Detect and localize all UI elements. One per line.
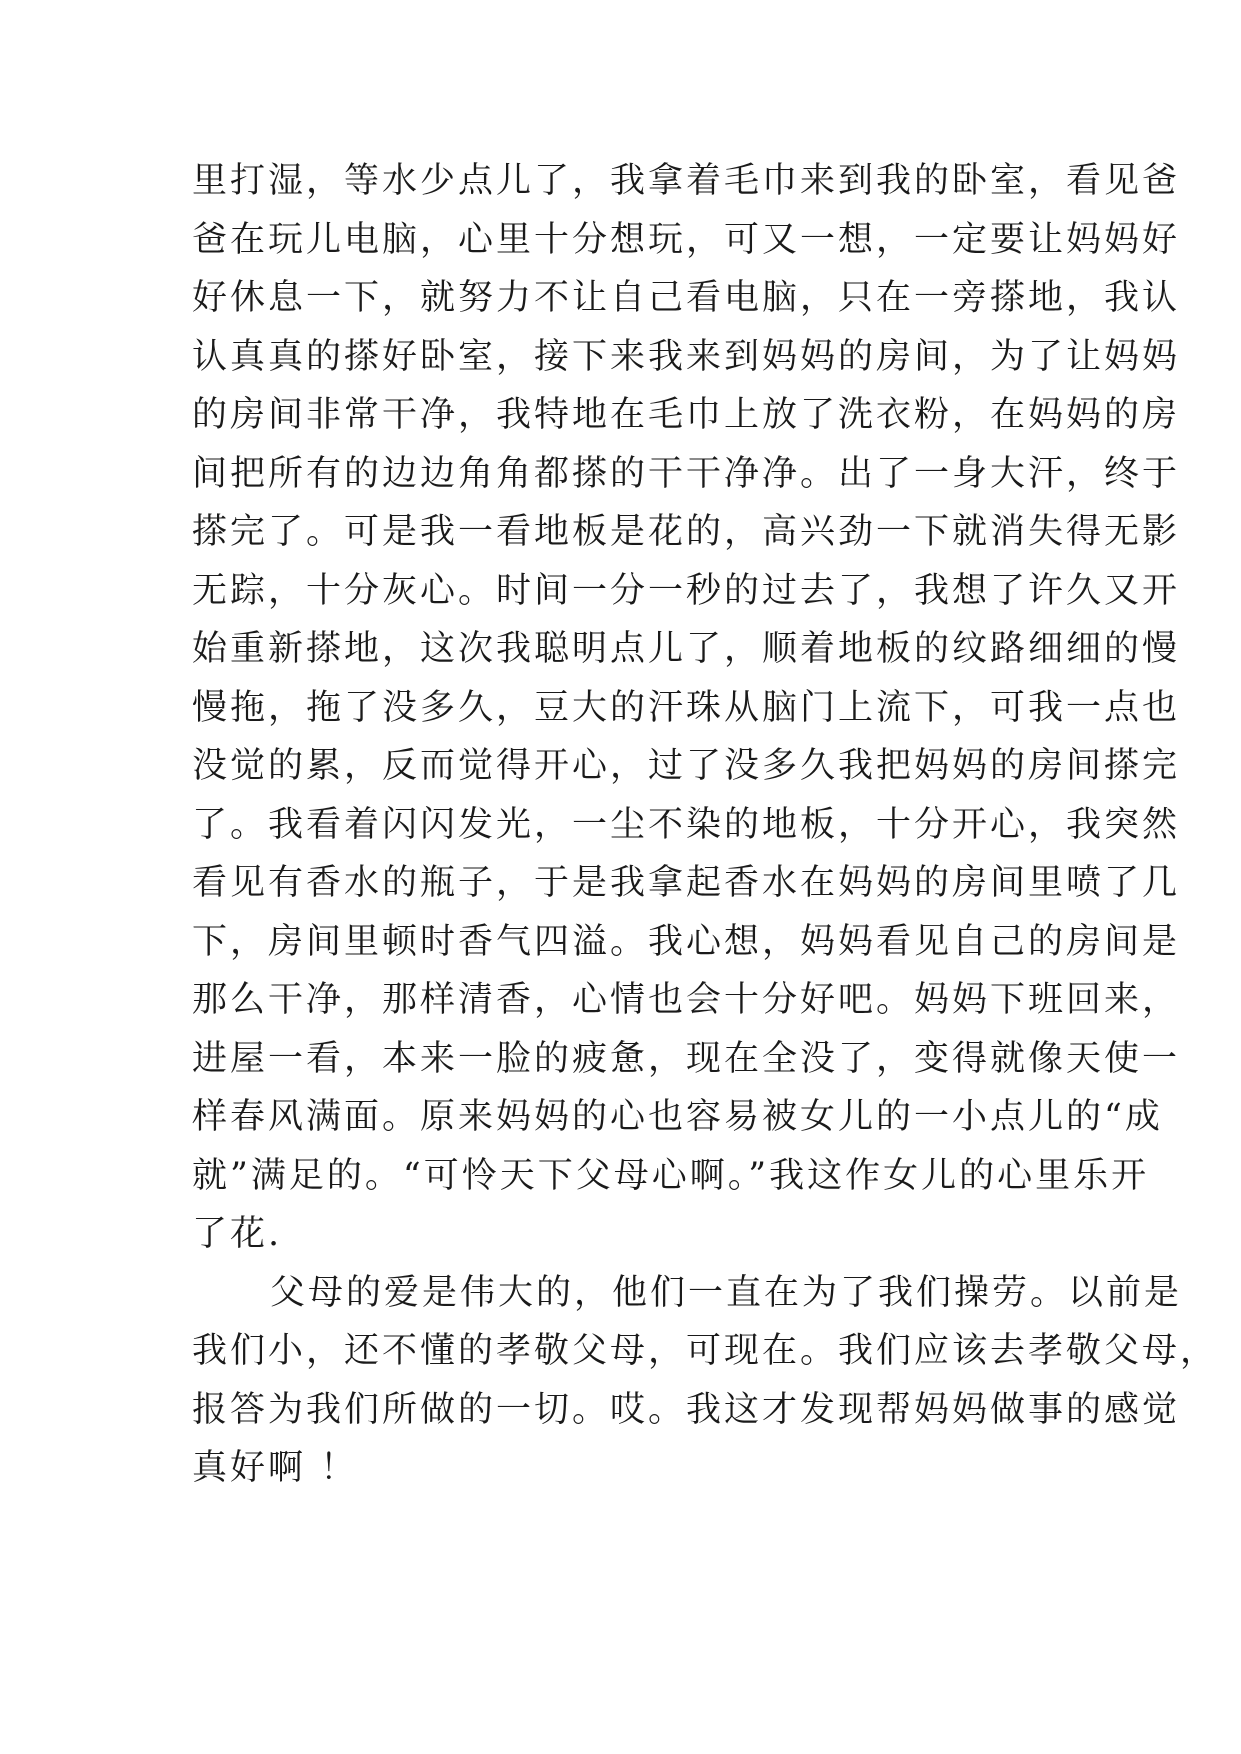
text-line: 下，房间里顿时香气四溢。我心想，妈妈看见自己的房间是 bbox=[192, 921, 1181, 962]
text-line: 了花. bbox=[192, 1214, 283, 1254]
text-line: 爸在玩儿电脑，心里十分想玩，可又一想，一定要让妈妈好 bbox=[192, 219, 1181, 260]
text-line: 真好啊 ！ bbox=[192, 1448, 359, 1488]
text-line: 看见有香水的瓶子，于是我拿起香水在妈妈的房间里喷了几 bbox=[192, 863, 1181, 903]
text-line: 那么干净，那样清香，心情也会十分好吧。妈妈下班回来， bbox=[192, 980, 1181, 1020]
text-line: 好休息一下，就努力不让自己看电脑，只在一旁搽地，我认 bbox=[192, 278, 1181, 318]
text-line: 了。我看着闪闪发光，一尘不染的地板，十分开心，我突然 bbox=[192, 804, 1181, 845]
text-line: 始重新搽地，这次我聪明点儿了，顺着地板的纹路细细的慢 bbox=[192, 629, 1181, 669]
text-line: 父母的爱是伟大的，他们一直在为了我们操劳。以前是 bbox=[270, 1272, 1183, 1313]
text-line: 搽完了。可是我一看地板是花的，高兴劲一下就消失得无影 bbox=[192, 512, 1181, 552]
text-line: 没觉的累，反而觉得开心，过了没多久我把妈妈的房间搽完 bbox=[192, 746, 1181, 786]
text-line: 的房间非常干净，我特地在毛巾上放了洗衣粉，在妈妈的房 bbox=[192, 395, 1181, 435]
paragraph-1 bbox=[192, 152, 1181, 1264]
text-line: 认真真的搽好卧室，接下来我来到妈妈的房间，为了让妈妈 bbox=[192, 336, 1181, 377]
paragraph-2 bbox=[192, 1264, 1219, 1498]
text-line: 慢拖，拖了没多久，豆大的汗珠从脑门上流下，可我一点也 bbox=[192, 687, 1181, 728]
text-line: 就”满足的。“可怜天下父母心啊。”我这作女儿的心里乐开 bbox=[192, 1155, 1150, 1196]
text-line: 间把所有的边边角角都搽的干干净净。出了一身大汗，终于 bbox=[192, 453, 1181, 494]
text-line: 里打湿，等水少点儿了，我拿着毛巾来到我的卧室，看见爸 bbox=[192, 161, 1181, 201]
text-line: 我们小，还不懂的孝敬父母，可现在。我们应该去孝敬父母， bbox=[192, 1331, 1219, 1371]
document-body bbox=[192, 152, 1219, 1498]
text-line: 样春风满面。原来妈妈的心也容易被女儿的一小点儿的“成 bbox=[192, 1097, 1163, 1137]
text-line: 进屋一看，本来一脸的疲惫，现在全没了，变得就像天使一 bbox=[192, 1038, 1181, 1079]
text-line: 报答为我们所做的一切。哎。我这才发现帮妈妈做事的感觉 bbox=[192, 1389, 1181, 1430]
text-line: 无踪，十分灰心。时间一分一秒的过去了，我想了许久又开 bbox=[192, 570, 1181, 611]
